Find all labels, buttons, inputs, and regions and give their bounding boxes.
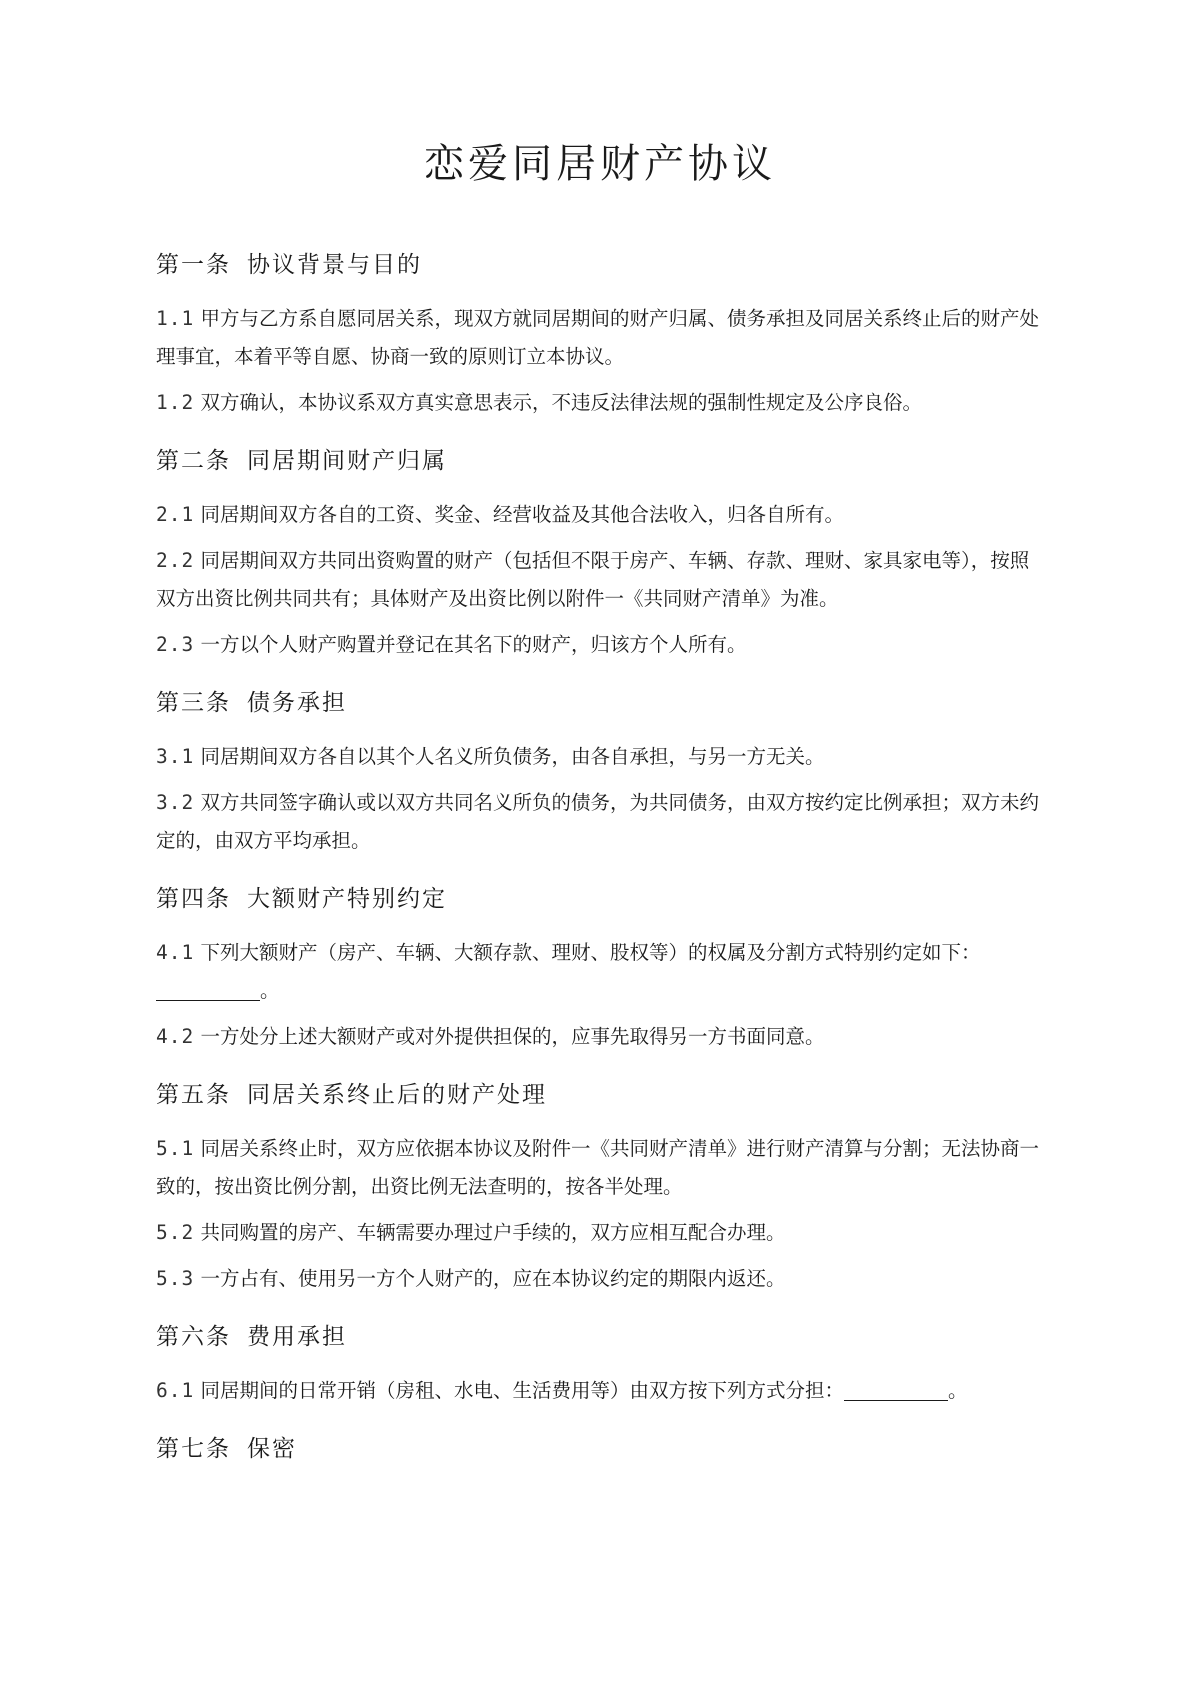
clause-text: 双方确认，本协议系双方真实意思表示，不违反法律法规的强制性规定及公序良俗。 <box>200 391 922 414</box>
section-title: 同居关系终止后的财产处理 <box>247 1082 547 1108</box>
clause-text: 下列大额财产（房产、车辆、大额存款、理财、股权等）的权属及分割方式特别约定如下： <box>200 941 981 964</box>
clause <box>156 934 1044 1010</box>
clause <box>156 496 1044 534</box>
clause-number: 4.2 <box>156 1025 195 1048</box>
section-title: 协议背景与目的 <box>247 252 422 278</box>
section-number: 第六条 <box>156 1324 231 1350</box>
clause-text: 一方以个人财产购置并登记在其名下的财产，归该方个人所有。 <box>200 633 747 656</box>
section-6 <box>156 1320 1044 1410</box>
clause-tail: 。 <box>260 979 280 1002</box>
clause-number: 2.2 <box>156 549 195 572</box>
clause-text: 共同购置的房产、车辆需要办理过户手续的，双方应相互配合办理。 <box>200 1221 786 1244</box>
section-4 <box>156 882 1044 1056</box>
clause <box>156 542 1044 618</box>
section-heading <box>156 248 1044 282</box>
clause <box>156 1260 1044 1298</box>
section-number: 第五条 <box>156 1082 231 1108</box>
section-heading <box>156 686 1044 720</box>
section-title: 保密 <box>247 1436 297 1462</box>
clause <box>156 1018 1044 1056</box>
clause <box>156 784 1044 860</box>
clause-text: 同居期间双方共同出资购置的财产（包括但不限于房产、车辆、存款、理财、家具家电等），按照双方出资比例共同共有；具体财产及出资比例以附件一《共同财产清单》为准。 <box>156 549 1030 610</box>
clause <box>156 384 1044 422</box>
clause-text: 同居关系终止时，双方应依据本协议及附件一《共同财产清单》进行财产清算与分割；无法协商一致的，按出资比例分割，出资比例无法查明的，按各半处理。 <box>156 1137 1039 1198</box>
clause-text: 一方占有、使用另一方个人财产的，应在本协议约定的期限内返还。 <box>200 1267 786 1290</box>
clause <box>156 1214 1044 1252</box>
section-3 <box>156 686 1044 860</box>
clause-number: 2.3 <box>156 633 195 656</box>
section-heading <box>156 1078 1044 1112</box>
clause-number: 5.2 <box>156 1221 195 1244</box>
section-title: 大额财产特别约定 <box>247 886 447 912</box>
section-number: 第七条 <box>156 1436 231 1462</box>
section-number: 第二条 <box>156 448 231 474</box>
clause-number: 6.1 <box>156 1379 195 1402</box>
section-number: 第三条 <box>156 690 231 716</box>
clause <box>156 1372 1044 1410</box>
fill-in-blank[interactable] <box>844 1378 948 1401</box>
clause-tail: 。 <box>947 1379 968 1402</box>
section-title: 费用承担 <box>247 1324 347 1350</box>
section-heading <box>156 444 1044 478</box>
clause-text: 同居期间双方各自的工资、奖金、经营收益及其他合法收入，归各自所有。 <box>200 503 844 526</box>
section-5 <box>156 1078 1044 1298</box>
clause-text: 同居期间的日常开销（房租、水电、生活费用等）由双方按下列方式分担： <box>200 1379 844 1402</box>
clause-number: 3.1 <box>156 745 195 768</box>
section-title: 债务承担 <box>247 690 347 716</box>
section-heading <box>156 882 1044 916</box>
document-title: 恋爱同居财产协议 <box>424 141 776 187</box>
clause-number: 2.1 <box>156 503 195 526</box>
section-number: 第四条 <box>156 886 231 912</box>
clause-text: 同居期间双方各自以其个人名义所负债务，由各自承担，与另一方无关。 <box>200 745 825 768</box>
section-number: 第一条 <box>156 252 231 278</box>
clause <box>156 1130 1044 1206</box>
clause-number: 5.3 <box>156 1267 195 1290</box>
clause-number: 1.2 <box>156 391 195 414</box>
clause-number: 5.1 <box>156 1137 195 1160</box>
clause-text: 甲方与乙方系自愿同居关系，现双方就同居期间的财产归属、债务承担及同居关系终止后的财产处理事宜，本着平等自愿、协商一致的原则订立本协议。 <box>156 307 1039 368</box>
section-title: 同居期间财产归属 <box>247 448 447 474</box>
clause-number: 4.1 <box>156 941 195 964</box>
section-1 <box>156 248 1044 422</box>
clause <box>156 738 1044 776</box>
clause <box>156 626 1044 664</box>
section-2 <box>156 444 1044 664</box>
clause <box>156 300 1044 376</box>
clause-number: 1.1 <box>156 307 195 330</box>
fill-in-blank[interactable] <box>156 978 260 1001</box>
clause-text: 双方共同签字确认或以双方共同名义所负的债务，为共同债务，由双方按约定比例承担；双方未约定的，由双方平均承担。 <box>156 791 1039 852</box>
clause-number: 3.2 <box>156 791 195 814</box>
clause-text: 一方处分上述大额财产或对外提供担保的，应事先取得另一方书面同意。 <box>200 1025 825 1048</box>
section-heading <box>156 1432 1044 1466</box>
section-7 <box>156 1432 1044 1466</box>
section-heading <box>156 1320 1044 1354</box>
